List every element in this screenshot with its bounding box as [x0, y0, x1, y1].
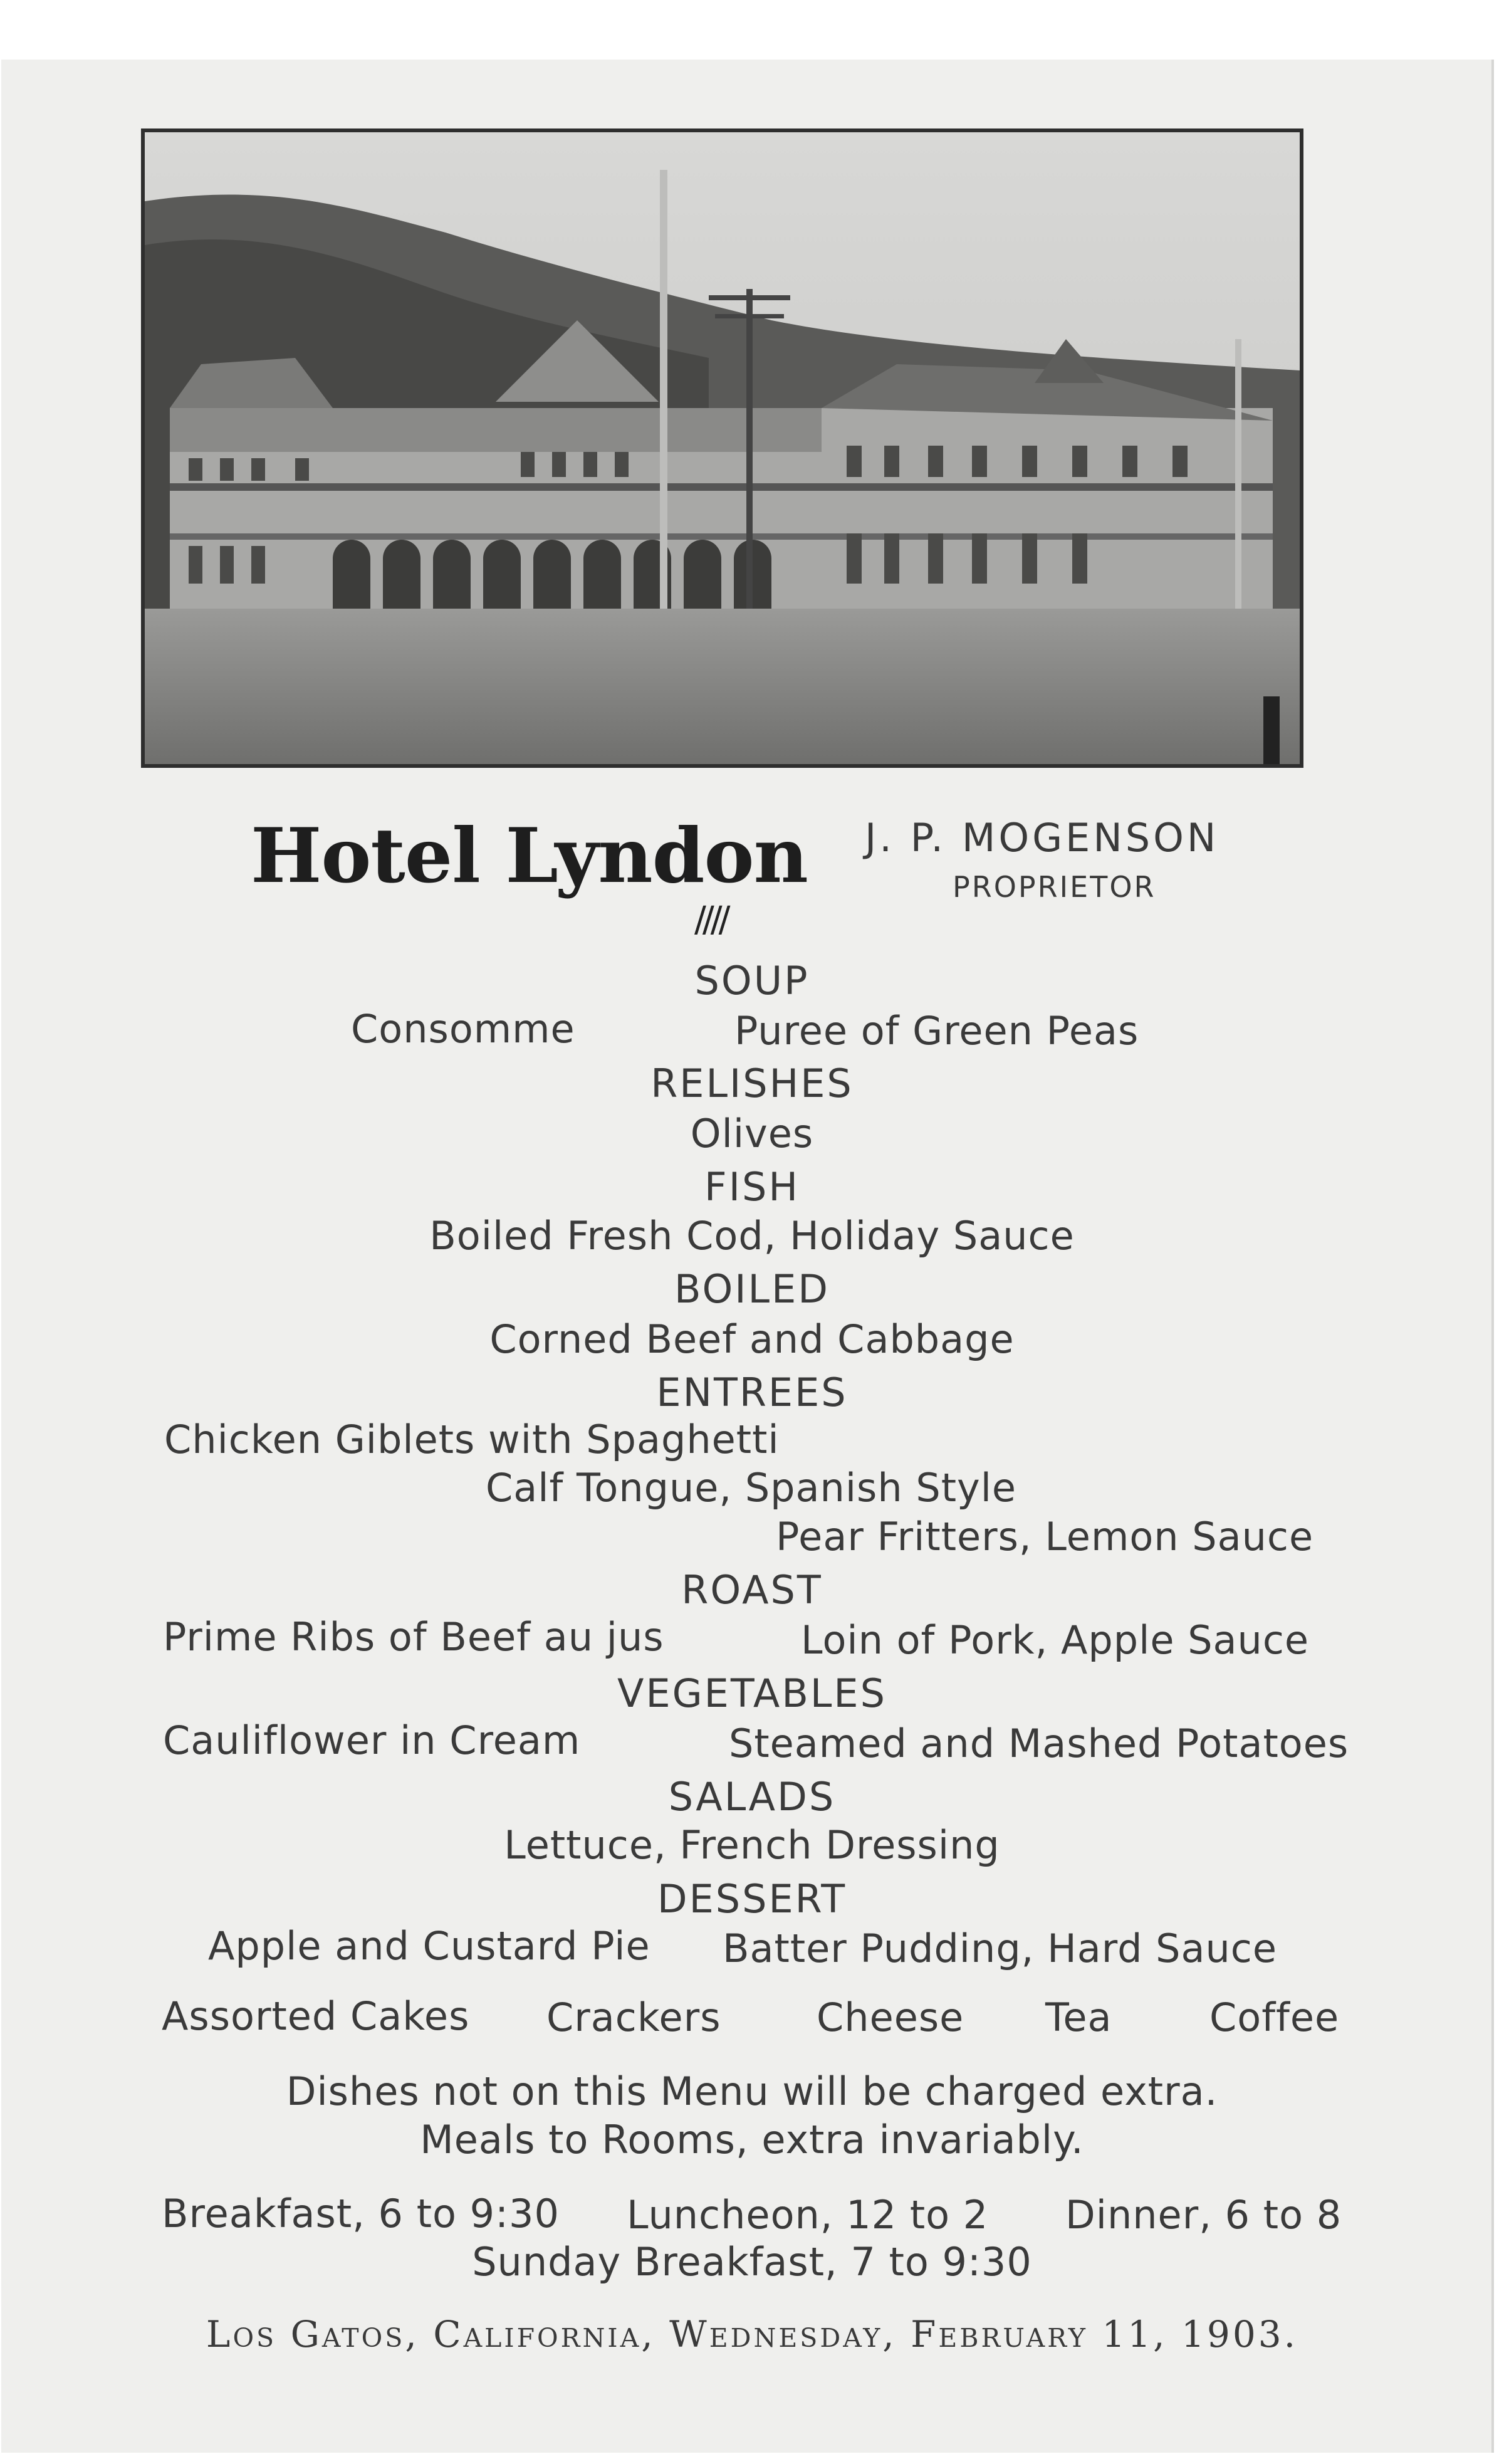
hours-sunday: Sunday Breakfast, 7 to 9:30	[472, 2239, 1032, 2285]
ornament-divider: ////	[694, 899, 727, 940]
menu-item: Chicken Giblets with Spaghetti	[164, 1417, 780, 1462]
menu-item: Assorted Cakes	[162, 1993, 470, 2039]
menu-item: Batter Pudding, Hard Sauce	[723, 1926, 1278, 1971]
section-heading-soup: SOUP	[694, 958, 810, 1004]
menu-item: Pear Fritters, Lemon Sauce	[776, 1514, 1314, 1560]
menu-item: Calf Tongue, Spanish Style	[486, 1465, 1017, 1511]
hotel-photograph	[141, 128, 1303, 768]
section-heading-entrees: ENTREES	[656, 1370, 848, 1415]
hours-breakfast: Breakfast, 6 to 9:30	[162, 2191, 560, 2236]
menu-item: Lettuce, French Dressing	[504, 1822, 1000, 1868]
menu-item: Steamed and Mashed Potatoes	[729, 1721, 1349, 1766]
proprietor-title: PROPRIETOR	[953, 870, 1156, 904]
section-heading-relishes: RELISHES	[650, 1061, 854, 1106]
section-heading-boiled: BOILED	[674, 1266, 830, 1312]
section-heading-salads: SALADS	[668, 1774, 836, 1820]
menu-item: Apple and Custard Pie	[208, 1923, 650, 1969]
section-heading-vegetables: VEGETABLES	[617, 1670, 887, 1716]
section-heading-roast: ROAST	[681, 1567, 823, 1613]
section-heading-fish: FISH	[704, 1164, 800, 1210]
menu-item: Coffee	[1209, 1995, 1340, 2040]
menu-item: Prime Ribs of Beef au jus	[163, 1614, 664, 1660]
menu-item: Puree of Green Peas	[734, 1008, 1139, 1054]
menu-item: Consomme	[351, 1006, 575, 1052]
section-heading-dessert: DESSERT	[657, 1876, 847, 1922]
menu-item: Cauliflower in Cream	[163, 1717, 581, 1763]
menu-item: Olives	[690, 1111, 814, 1156]
menu-item: Corned Beef and Cabbage	[489, 1316, 1015, 1362]
hotel-name: Hotel Lyndon	[251, 812, 808, 900]
menu-note: Dishes not on this Menu will be charged extra.	[286, 2068, 1218, 2114]
menu-item: Crackers	[546, 1995, 721, 2040]
menu-note: Meals to Rooms, extra invariably.	[420, 2117, 1084, 2163]
menu-item: Boiled Fresh Cod, Holiday Sauce	[429, 1213, 1075, 1259]
menu-item: Loin of Pork, Apple Sauce	[801, 1617, 1310, 1663]
proprietor-name: J. P. MOGENSON	[865, 815, 1219, 861]
hours-luncheon: Luncheon, 12 to 2	[627, 2192, 989, 2238]
menu-item: Tea	[1045, 1995, 1112, 2040]
menu-item: Cheese	[817, 1995, 964, 2040]
hours-dinner: Dinner, 6 to 8	[1065, 2192, 1342, 2238]
location-date-line: Los Gatos, California, Wednesday, February 11, 1903.	[206, 2313, 1298, 2356]
